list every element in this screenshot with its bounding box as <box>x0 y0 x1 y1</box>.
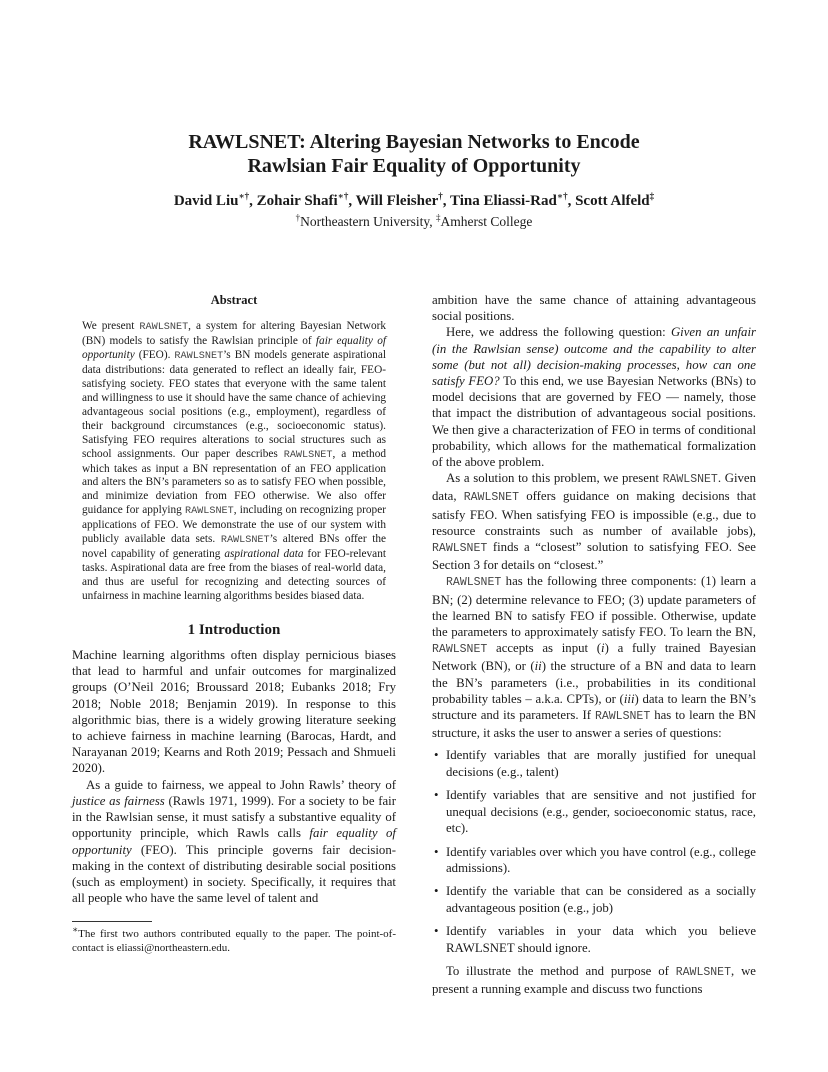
question-list <box>432 747 756 955</box>
code-term: RAWLSNET <box>184 506 234 518</box>
code-term: RAWLSNET <box>594 710 651 724</box>
code-term: RAWLSNET <box>283 449 333 461</box>
footnote-text: The first two authors contributed equally to the paper. The point-of-contact is eliassi@northeastern.edu. <box>72 928 396 954</box>
list-item: • Identify the variable that can be considered as a socially advantageous position (e.g., job) <box>434 884 756 915</box>
list-item: • Identify variables that are sensitive and not justified for unequal decisions (e.g., gender, socioeconomic status, race, etc). <box>434 788 756 835</box>
abstract-body: We present RAWLSNET, a system for altering Bayesian Network (BN) models to satisfy the Rawlsian principle of fair equality of opportunity (FEO). RAWLSNET’s BN models generate aspirational data distributions: data generated to reflect an ideally fair, FEO-satisfying society. FEO states that everyone with the same talent and willingness to use it should have the same chance of achieving advantageous social positions (e.g., employment), regardless of their background circumstances (e.g., socioeconomic status). Satisfying FEO requires alterations to social structures such as school assignments. Our paper describes RAWLSNET, a method which takes as input a BN representation of an FEO application and alters the BN’s parameters so as to satisfy FEO when possible, and minimize deviation from FEO otherwise. We also offer guidance for applying RAWLSNET, including on recognizing proper applications of FEO. We demonstrate the use of our system with publicly available data sets. RAWLSNET’s altered BNs offer the novel capability of generating aspirational data for FEO-relevant tasks. Aspirational data are free from the biases of real-world data, and thus are useful for recognizing and detecting sources of unfairness in machine learning algorithms besides biased data. <box>82 320 387 603</box>
paper-title <box>60 130 768 178</box>
code-term: RAWLSNET <box>139 322 189 333</box>
footnote <box>72 924 396 955</box>
right-column <box>432 292 756 998</box>
list-item: • Identify variables over which you have control (e.g., college admissions). <box>434 844 756 875</box>
code-term: RAWLSNET <box>662 473 718 487</box>
title-line-1: RAWLSNET: Altering Bayesian Networks to Encode <box>188 131 640 153</box>
affil-institution: Amherst College <box>440 214 533 229</box>
author-name: Will Fleisher <box>355 193 439 209</box>
right-paragraph-0: ambition have the same chance of attaining advantageous social positions. <box>432 293 756 324</box>
intro-paragraph-2: As a guide to fairness, we appeal to John Rawls’ theory of justice as fairness (Rawls 1971, 1999). For a society to be fair in the Rawlsian sense, it must satisfy a substantive equality of opportunity principle, which Rawls calls fair equality of opportunity (FEO). This principle governs fair decision-making in the context of distributing desirable social positions (such as employment) in society. Specifically, it requires that all people who have the same level of talent and <box>72 777 396 906</box>
code-term: RAWLSNET <box>432 643 488 657</box>
author-mark: ∗† <box>337 191 349 201</box>
list-item: • Identify variables that are morally justified for unequal decisions (e.g., talent) <box>434 748 756 779</box>
author-list: David Liu∗†, Zohair Shafi∗†, Will Fleisher†, Tina Eliassi-Rad∗†, Scott Alfeld‡ <box>173 191 655 209</box>
code-term: RAWLSNET <box>220 535 270 547</box>
list-item: • Identify variables in your data which you believe RAWLSNET should ignore. <box>434 924 756 955</box>
author-name: David Liu <box>173 193 239 209</box>
code-term: RAWLSNET <box>446 576 502 590</box>
intro-paragraph-1: Machine learning algorithms often display pernicious biases that lead to harmful and unfair outcomes for marginalized groups (O’Neil 2016; Broussard 2018; Eubanks 2018; Fry 2018; Noble 2018; Benjamin 2019). In response to this algorithmic bias, there is a widely growing literature seeking to achieve fairness in machine learning (Barocas, Hardt, and Narayanan 2019; Kearns and Roth 2019; Pessach and Shmueli 2020). <box>72 648 396 776</box>
affil-institution: Northeastern University, <box>300 214 437 229</box>
bullet-icon: • <box>434 924 439 939</box>
bullet-icon: • <box>434 788 439 803</box>
left-column <box>72 292 396 906</box>
right-paragraph-3: RAWLSNET has the following three components: (1) learn a BN; (2) determine relevance to FEO; (3) update parameters of the learned BN to satisfy FEO if possible. Otherwise, update the parameters to approximately satisfy FEO. To learn the BN, RAWLSNET accepts as input (i) a fully trained Bayesian Network (BN), or (ii) the structure of a BN and data to learn the BN’s parameters (i.e., probabilities in its conditional probability tables – a.k.a. CPTs), or (iii) data to learn the BN’s structure and its parameters. If RAWLSNET has to learn the BN structure, it asks the user to answer a series of questions: <box>432 574 757 741</box>
code-term: RAWLSNET <box>174 350 224 362</box>
title-line-2: Rawlsian Fair Equality of Opportunity <box>247 155 581 177</box>
code-term: RAWLSNET <box>463 491 520 505</box>
right-paragraph-2: As a solution to this problem, we present RAWLSNET. Given data, RAWLSNET offers guidance on making decisions that satisfy FEO. When satisfying FEO is impossible (e.g., due to resource constraints such as number of available jobs), RAWLSNET finds a “closest” solution to satisfying FEO. See Section 3 for details on “closest.” <box>432 471 756 573</box>
footnote-mark: ∗ <box>72 924 79 935</box>
abstract-heading: Abstract <box>210 293 258 307</box>
code-term: RAWLSNET <box>675 966 732 980</box>
bullet-icon: • <box>434 884 439 899</box>
section-heading-introduction: 1 Introduction <box>187 622 281 639</box>
affiliations <box>60 213 768 230</box>
right-paragraph-4: To illustrate the method and purpose of RAWLSNET, we present a running example and discuss two functions <box>432 964 756 997</box>
author-mark: ∗† <box>238 191 250 201</box>
code-term: RAWLSNET <box>432 542 488 556</box>
author-mark: † <box>438 191 443 201</box>
footnote-rule <box>72 921 152 922</box>
author-name: Tina Eliassi-Rad <box>450 193 557 209</box>
author-name: Zohair Shafi <box>256 193 338 209</box>
right-paragraph-1: Here, we address the following question: Given an unfair (in the Rawlsian sense) outcome and the capability to alter some (but not all) decision-making processes, how can one satisfy FEO? To this end, we use Bayesian Networks (BNs) to model decisions that are governed by FEO — namely, those that impact the distribution of advantageous social positions. We then give a characterization of FEO in terms of conditional probability, which allows for the mathematical formalization of the above problem. <box>432 325 756 470</box>
affil-mark: ‡ <box>436 212 441 223</box>
author-name: Scott Alfeld <box>575 193 650 209</box>
author-mark: ‡ <box>649 191 655 201</box>
bullet-icon: • <box>434 748 439 763</box>
affil-mark: † <box>295 212 301 223</box>
author-mark: ∗† <box>556 191 568 201</box>
bullet-icon: • <box>434 844 439 859</box>
